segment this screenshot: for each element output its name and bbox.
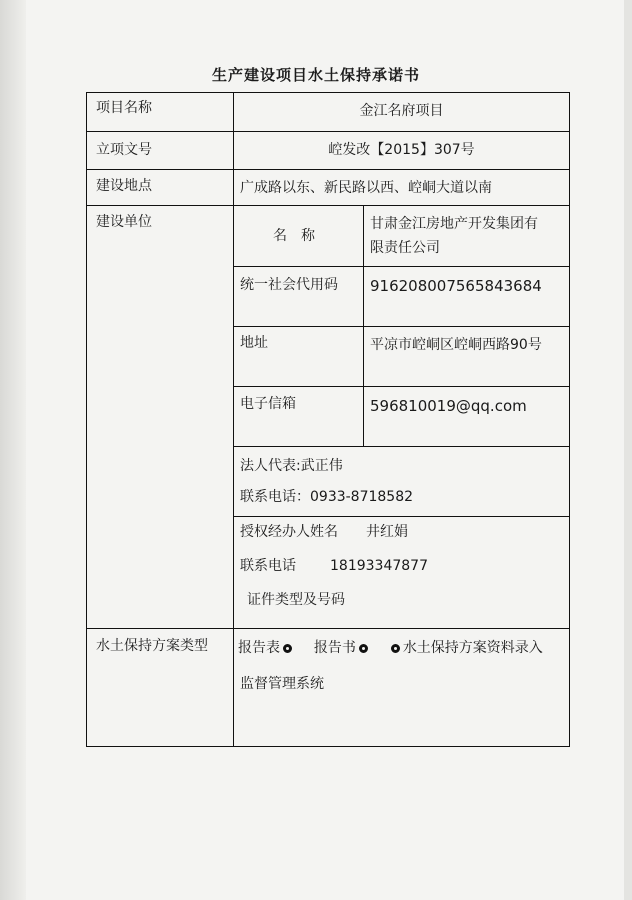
unit-name-value-line2: 限责任公司 xyxy=(370,240,440,256)
plan-option-data-entry: 水土保持方案资料录入 xyxy=(402,640,543,656)
approval-number-value: 崆发改【2015】307号 xyxy=(328,142,475,158)
plan-option-report-book: 报告书 xyxy=(313,640,356,656)
address-label: 地址 xyxy=(240,335,268,351)
agent-phone-value: 18193347877 xyxy=(330,558,428,574)
credit-code-label: 统一社会代用码 xyxy=(240,277,338,293)
scan-shadow-left xyxy=(0,0,26,900)
unit-name-label: 名 称 xyxy=(273,228,315,244)
agent-phone-label: 联系电话 xyxy=(240,558,296,574)
approval-number-label: 立项文号 xyxy=(96,142,152,158)
radio-data-entry-icon[interactable] xyxy=(391,644,400,653)
credit-code-value: 916208007565843684 xyxy=(370,277,542,295)
plan-option-data-entry-cont: 监督管理系统 xyxy=(240,676,324,692)
document-title: 生产建设项目水土保持承诺书 xyxy=(211,66,420,84)
plan-type-label: 水土保持方案类型 xyxy=(96,638,208,654)
email-label: 电子信箱 xyxy=(240,396,296,412)
address-value: 平凉市崆峒区崆峒西路90号 xyxy=(370,337,542,353)
id-type-label: 证件类型及号码 xyxy=(247,592,345,608)
project-name-label: 项目名称 xyxy=(96,100,152,116)
radio-report-book-icon[interactable] xyxy=(359,644,368,653)
unit-label: 建设单位 xyxy=(96,214,152,230)
scan-shadow-right xyxy=(624,0,632,900)
location-label: 建设地点 xyxy=(96,178,152,194)
email-value: 596810019@qq.com xyxy=(370,397,527,415)
project-name-value: 金江名府项目 xyxy=(359,103,444,119)
unit-name-value-line1: 甘肃金江房地产开发集团有 xyxy=(370,216,538,232)
plan-option-report-form: 报告表 xyxy=(238,640,280,656)
location-value: 广成路以东、新民路以西、崆峒大道以南 xyxy=(240,180,492,196)
legal-representative: 法人代表:武正伟 xyxy=(240,458,343,474)
legal-representative-phone: 联系电话：0933-8718582 xyxy=(240,489,414,505)
radio-report-form-icon[interactable] xyxy=(283,644,292,653)
plan-type-options xyxy=(238,638,543,658)
agent-name: 授权经办人姓名 井红娟 xyxy=(240,524,408,540)
